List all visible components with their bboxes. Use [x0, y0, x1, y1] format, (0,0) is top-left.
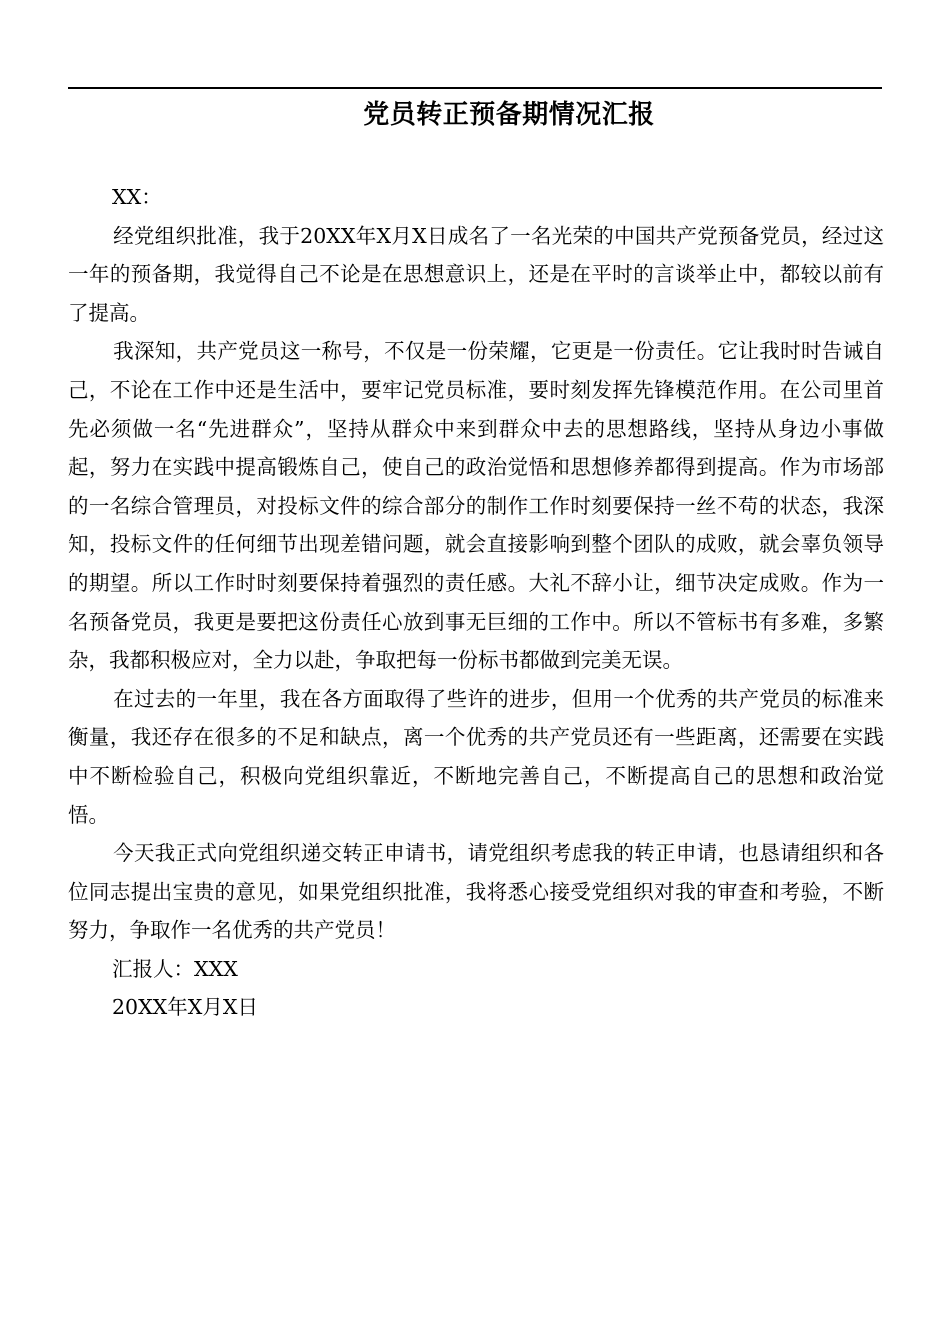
paragraph-2: 我深知，共产党员这一称号，不仅是一份荣耀，它更是一份责任。它让我时时告诫自己，不论在工作中还是生活中，要牢记党员标准，要时刻发挥先锋模范作用。在公司里首先必须做一名“先进群众”，坚持从群众中来到群众中去的思想路线，坚持从身边小事做起，努力在实践中提高锻炼自己，使自己的政治觉悟和思想修养都得到提高。作为市场部的一名综合管理员，对投标文件的综合部分的制作工作时刻要保持一丝不苟的状态，我深知，投标文件的任何细节出现差错问题，就会直接影响到整个团队的成败，就会辜负领导的期望。所以工作时时刻要保持着强烈的责任感。大礼不辞小让，细节决定成败。作为一名预备党员，我更是要把这份责任心放到事无巨细的工作中。所以不管标书有多难，多繁杂，我都积极应对，全力以赴，争取把每一份标书都做到完美无误。 [68, 339, 884, 673]
paragraph-1: 经党组织批准，我于20XX年X月X日成名了一名光荣的中国共产党预备党员，经过这一年的预备期，我觉得自己不论是在思想意识上，还是在平时的言谈举止中，都较以前有了提高。 [68, 223, 884, 325]
header-rule [68, 87, 882, 89]
salutation: XX： [112, 185, 162, 209]
report-date: 20XX年X月X日 [112, 995, 258, 1020]
document-body [68, 178, 884, 1027]
reporter-signature: 汇报人：XXX [112, 956, 238, 981]
paragraph-4: 今天我正式向党组织递交转正申请书，请党组织考虑我的转正申请，也恳请组织和各位同志提出宝贵的意见，如果党组织批准，我将悉心接受党组织对我的审查和考验，不断努力，争取作一名优秀的共产党员！ [68, 841, 884, 943]
document-title: 党员转正预备期情况汇报 [363, 100, 655, 130]
paragraph-3: 在过去的一年里，我在各方面取得了些许的进步，但用一个优秀的共产党员的标准来衡量，我还存在很多的不足和缺点，离一个优秀的共产党员还有一些距离，还需要在实践中不断检验自己，积极向党组织靠近，不断地完善自己，不断提高自己的思想和政治觉悟。 [68, 686, 884, 827]
